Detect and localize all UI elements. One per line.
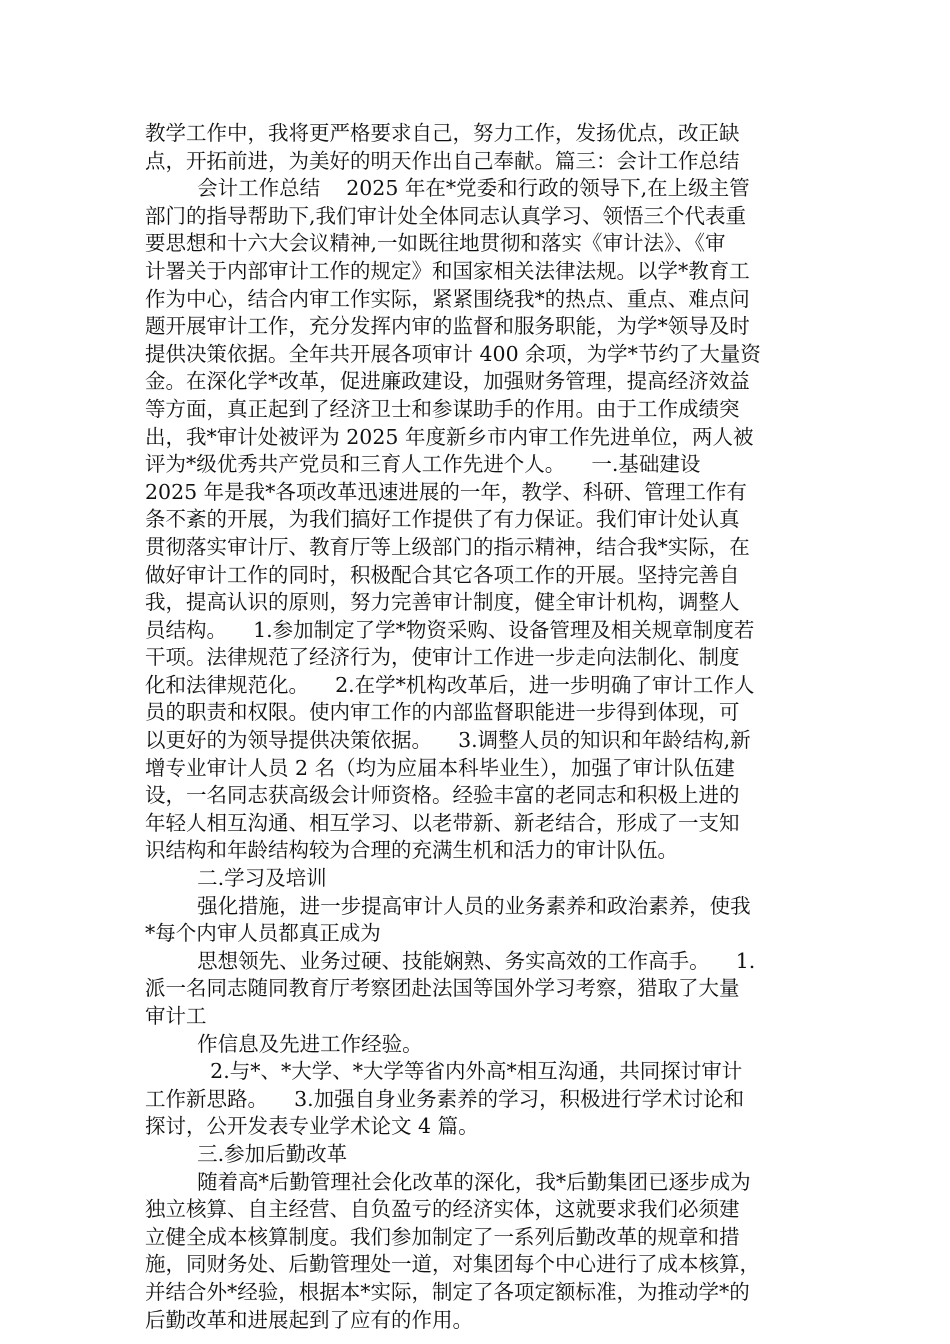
text-line: 强化措施，进一步提高审计人员的业务素养和政治素养，使我 [145, 893, 751, 918]
text-line: 年轻人相互沟通、相互学习、以老带新、新老结合，形成了一支知 [145, 810, 740, 835]
text-line: 要思想和十六大会议精神,一如既往地贯彻和落实《审计法》、《审 [145, 231, 726, 256]
text-line: 贯彻落实审计厅、教育厅等上级部门的指示精神，结合我*实际，在 [145, 534, 750, 559]
document-body [145, 120, 815, 1334]
text-line: 2025 年是我*各项改革迅速进展的一年，教学、科研、管理工作有 [145, 479, 747, 504]
text-line: 做好审计工作的同时，积极配合其它各项工作的开展。坚持完善自 [145, 562, 740, 587]
text-line: 派一名同志随同教育厅考察团赴法国等国外学习考察，猎取了大量 [145, 976, 740, 1001]
text-line: 2.与*、*大学、*大学等省内外高*相互沟通，共同探讨审计 [145, 1059, 743, 1084]
text-line: 工作新思路。 3.加强自身业务素养的学习，积极进行学术讨论和 [145, 1086, 745, 1111]
text-line: 后勤改革和进展起到了应有的作用。 [145, 1307, 473, 1332]
text-line: 我，提高认识的原则，努力完善审计制度，健全审计机构，调整人 [145, 590, 740, 615]
text-line: 教学工作中，我将更严格要求自己，努力工作，发扬优点，改正缺 [145, 121, 740, 145]
text-line: 增专业审计人员 2 名（均为应届本科毕业生），加强了审计队伍建 [145, 755, 735, 780]
text-line: 审计工 [145, 1004, 207, 1028]
text-line: 出，我*审计处被评为 2025 年度新乡市内审工作先进单位，两人被 [145, 424, 754, 449]
text-line: 独立核算、自主经营、自负盈亏的经济实体，这就要求我们必须建 [145, 1197, 740, 1222]
text-line: 部门的指导帮助下,我们审计处全体同志认真学习、领悟三个代表重 [145, 203, 747, 228]
text-line: 员的职责和权限。使内审工作的内部监督职能进一步得到体现，可 [145, 700, 740, 725]
text-line: *每个内审人员都真正成为 [145, 921, 381, 946]
text-line: 点，开拓前进，为美好的明天作出自己奉献。篇三：会计工作总结 [145, 148, 740, 173]
text-line: 作信息及先进工作经验。 [145, 1031, 423, 1056]
text-line: 设，一名同志获高级会计师资格。经验丰富的老同志和积极上进的 [145, 783, 740, 808]
text-line: 并结合外*经验，根据本*实际，制定了各项定额标准，为推动学*的 [145, 1279, 750, 1304]
text-line: 随着高*后勤管理社会化改革的深化，我*后勤集团已逐步成为 [145, 1169, 751, 1194]
text-line: 化和法律规范化。 2.在学*机构改革后，进一步明确了审计工作人 [145, 672, 755, 697]
text-line: 评为*级优秀共产党员和三育人工作先进个人。 一.基础建设 [145, 452, 701, 477]
text-line: 以更好的为领导提供决策依据。 3.调整人员的知识和年龄结构,新 [145, 728, 751, 753]
text-line: 识结构和年龄结构较为合理的充满生机和活力的审计队伍。 [145, 838, 678, 863]
text-line: 员结构。 1.参加制定了学*物资采购、设备管理及相关规章制度若 [145, 617, 755, 642]
text-line: 等方面，真正起到了经济卫士和参谋助手的作用。由于工作成绩突 [145, 396, 740, 421]
text-line: 计署关于内部审计工作的规定》和国家相关法律法规。以学*教育工 [145, 258, 750, 283]
text-line: 干项。法律规范了经济行为，使审计工作进一步走向法制化、制度 [145, 645, 740, 670]
text-line: 施，同财务处、后勤管理处一道，对集团每个中心进行了成本核算， [145, 1252, 760, 1277]
text-line: 会计工作总结 2025 年在*党委和行政的领导下,在上级主管 [145, 176, 750, 201]
text-line: 思想领先、业务过硬、技能娴熟、务实高效的工作高手。 1. [145, 948, 756, 973]
text-line: 题开展审计工作，充分发挥内审的监督和服务职能，为学*领导及时 [145, 314, 750, 339]
text-line: 二.学习及培训 [145, 866, 327, 891]
text-line: 金。在深化学*改革，促进廉政建设，加强财务管理，提高经济效益 [145, 369, 750, 394]
text-line: 提供决策依据。全年共开展各项审计 400 余项，为学*节约了大量资 [145, 341, 761, 366]
text-line: 三.参加后勤改革 [145, 1141, 348, 1166]
text-line: 立健全成本核算制度。我们参加制定了一系列后勤改革的规章和措 [145, 1224, 740, 1249]
text-line: 探讨，公开发表专业学术论文 4 篇。 [145, 1114, 479, 1139]
text-line: 作为中心，结合内审工作实际，紧紧围绕我*的热点、重点、难点问 [145, 286, 750, 311]
text-line: 条不紊的开展，为我们搞好工作提供了有力保证。我们审计处认真 [145, 507, 740, 532]
